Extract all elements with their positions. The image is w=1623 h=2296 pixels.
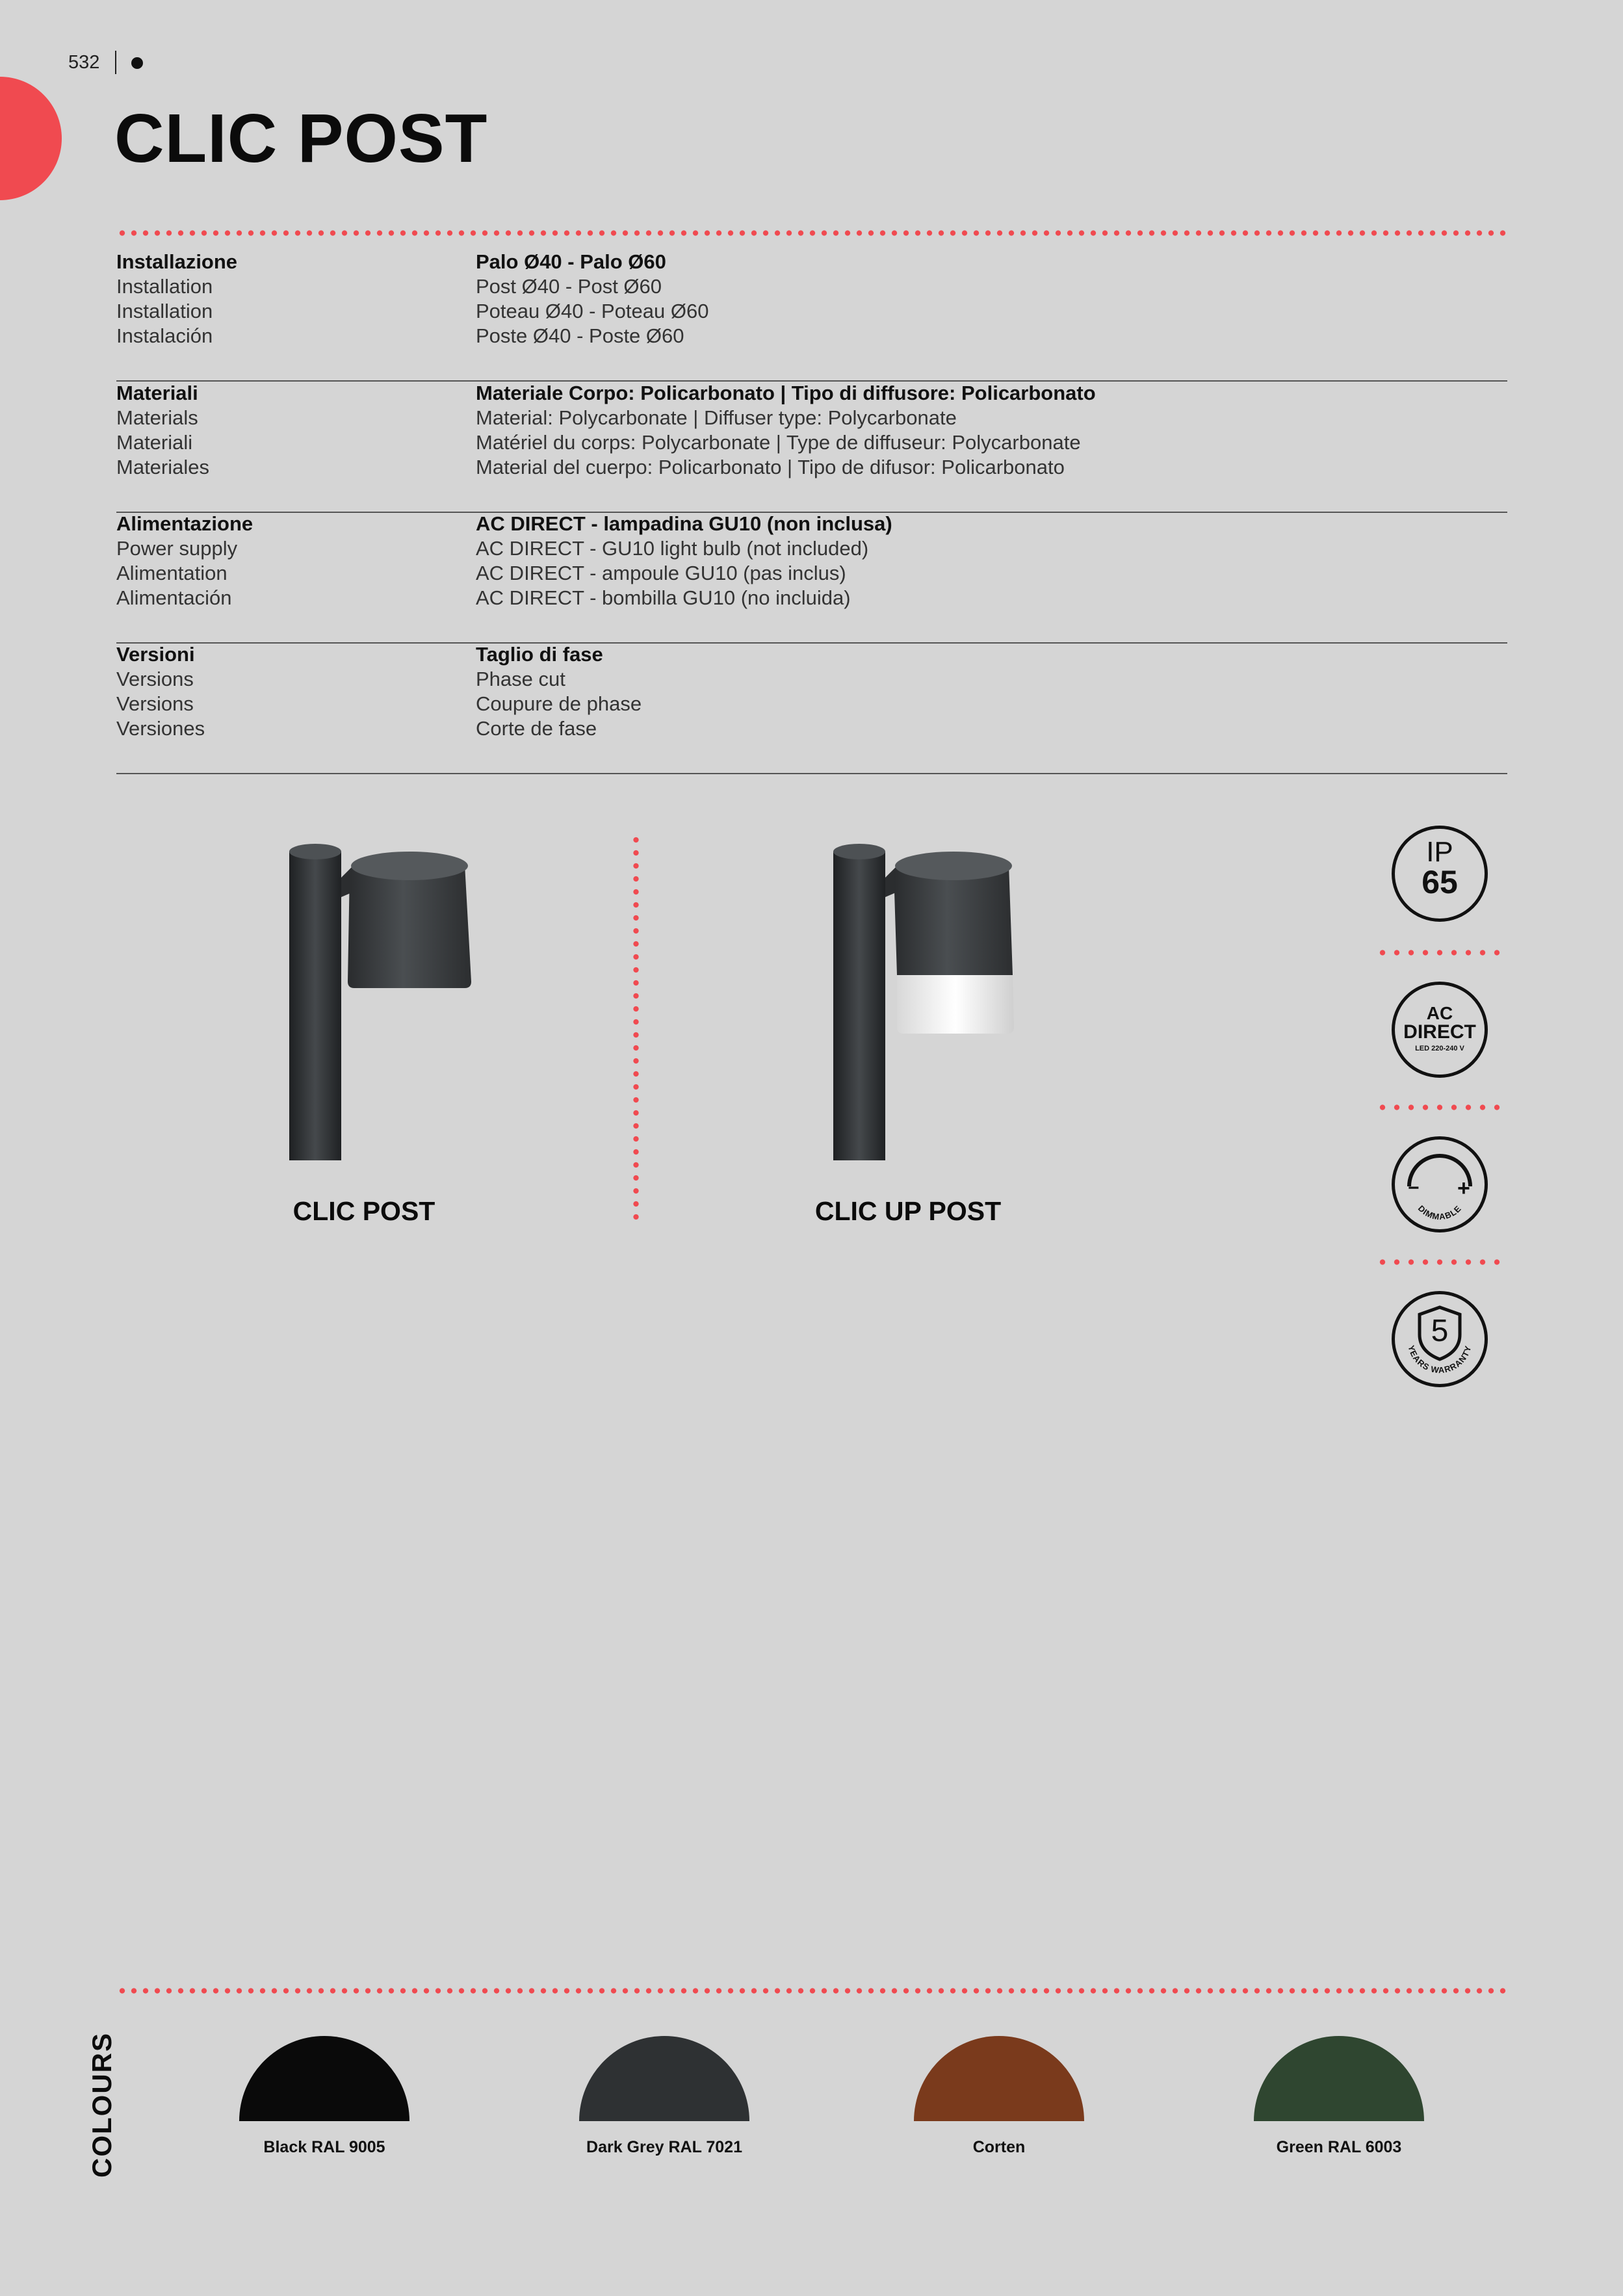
spec-label: Alimentation (116, 562, 227, 584)
warranty-text: YEARS WARRANTY (1406, 1344, 1474, 1376)
spec-label: Versions (116, 692, 194, 715)
spec-value: Matériel du corps: Polycarbonate | Type de diffuseur: Polycarbonate (476, 431, 1081, 454)
spec-value: Taglio di fase (476, 643, 603, 666)
colours-title: COLOURS (86, 2032, 117, 2178)
spec-value: Corte de fase (476, 717, 597, 740)
spec-label: Materials (116, 406, 198, 429)
colour-label: Corten (972, 2138, 1026, 2156)
svg-text:DIMMABLE (1416, 1203, 1464, 1221)
ip-label: IP (1426, 836, 1453, 868)
spec-labels (116, 250, 237, 348)
colour-label: Green RAL 6003 (1276, 2138, 1402, 2156)
page-number-separator (115, 51, 116, 74)
ac-line2: DIRECT (1403, 1021, 1476, 1043)
colour-swatch-green (1254, 2036, 1424, 2121)
warranty-icon (1392, 1291, 1488, 1387)
spec-labels (116, 642, 205, 741)
ip-rating: 65 (1422, 864, 1458, 900)
spec-value: AC DIRECT - bombilla GU10 (no incluida) (476, 586, 851, 609)
top-dotted-divider (116, 230, 1507, 236)
warranty-years: 5 (1431, 1314, 1449, 1348)
ac-line1: AC (1426, 1003, 1453, 1023)
spec-value: Material del cuerpo: Policarbonato | Tipo de difusor: Policarbonato (476, 456, 1065, 478)
spec-label: Materiali (116, 382, 198, 404)
dimmable-plus: + (1457, 1176, 1470, 1201)
ac-line3: LED 220-240 V (1415, 1045, 1464, 1052)
spec-value: Phase cut (476, 668, 565, 690)
spec-label: Installation (116, 275, 213, 298)
spec-materials (116, 381, 1507, 513)
colours-dotted-divider (116, 1988, 1507, 1994)
spec-value: AC DIRECT - GU10 light bulb (not included) (476, 537, 869, 560)
spec-value: Poste Ø40 - Poste Ø60 (476, 324, 684, 347)
spec-installation (116, 250, 1507, 382)
clic-post-image (276, 839, 491, 1164)
spec-label: Alimentazione (116, 512, 253, 535)
colour-label: Black RAL 9005 (263, 2138, 385, 2156)
colour-swatch-dark-grey (579, 2036, 749, 2121)
spec-label: Installation (116, 300, 213, 322)
spec-value: Post Ø40 - Post Ø60 (476, 275, 662, 298)
product-name-clic-post: CLIC POST (292, 1196, 435, 1226)
ip65-icon (1392, 826, 1488, 922)
spec-value: Coupure de phase (476, 692, 642, 715)
spec-value: AC DIRECT - ampoule GU10 (pas inclus) (476, 562, 846, 584)
colour-label: Dark Grey RAL 7021 (586, 2138, 742, 2156)
spec-value: Poteau Ø40 - Poteau Ø60 (476, 300, 709, 322)
badge-dotted-divider (1375, 950, 1505, 956)
vertical-dotted-divider (633, 833, 639, 1220)
spec-labels (116, 381, 209, 480)
spec-labels (116, 512, 253, 610)
spec-label: Power supply (116, 537, 238, 560)
spec-label: Materiales (116, 456, 209, 478)
colour-swatch-corten (914, 2036, 1084, 2121)
spec-label: Installazione (116, 250, 238, 273)
clic-up-post-image (820, 839, 1035, 1164)
spec-label: Materiali (116, 431, 193, 454)
spec-power-supply (116, 512, 1507, 644)
spec-label: Alimentación (116, 586, 232, 609)
spec-versions (116, 642, 1507, 774)
page-title: CLIC POST (114, 100, 488, 177)
page-dot-icon (131, 57, 143, 69)
spec-values (476, 512, 892, 610)
dimmable-minus: − (1408, 1177, 1420, 1199)
spec-values (476, 250, 708, 348)
spec-value: Palo Ø40 - Palo Ø60 (476, 250, 666, 273)
spec-values (476, 642, 642, 741)
red-accent-circle (0, 77, 62, 200)
spec-value: Materiale Corpo: Policarbonato | Tipo di diffusore: Policarbonato (476, 382, 1096, 404)
ac-direct-icon (1392, 982, 1488, 1078)
spec-value: AC DIRECT - lampadina GU10 (non inclusa) (476, 512, 892, 535)
dimmable-text: DIMMABLE (1416, 1203, 1464, 1222)
spec-label: Versiones (116, 717, 205, 740)
spec-value: Material: Polycarbonate | Diffuser type: Polycarbonate (476, 406, 957, 429)
product-name-clic-up-post: CLIC UP POST (814, 1196, 1002, 1226)
spec-label: Versioni (116, 643, 195, 666)
spec-label: Instalación (116, 324, 213, 347)
badge-dotted-divider (1375, 1259, 1505, 1265)
spec-label: Versions (116, 668, 194, 690)
colour-swatch-black (239, 2036, 409, 2121)
page-number: 532 (68, 52, 100, 73)
spec-values (476, 381, 1096, 480)
dimmable-icon (1392, 1136, 1488, 1233)
badge-dotted-divider (1375, 1104, 1505, 1110)
